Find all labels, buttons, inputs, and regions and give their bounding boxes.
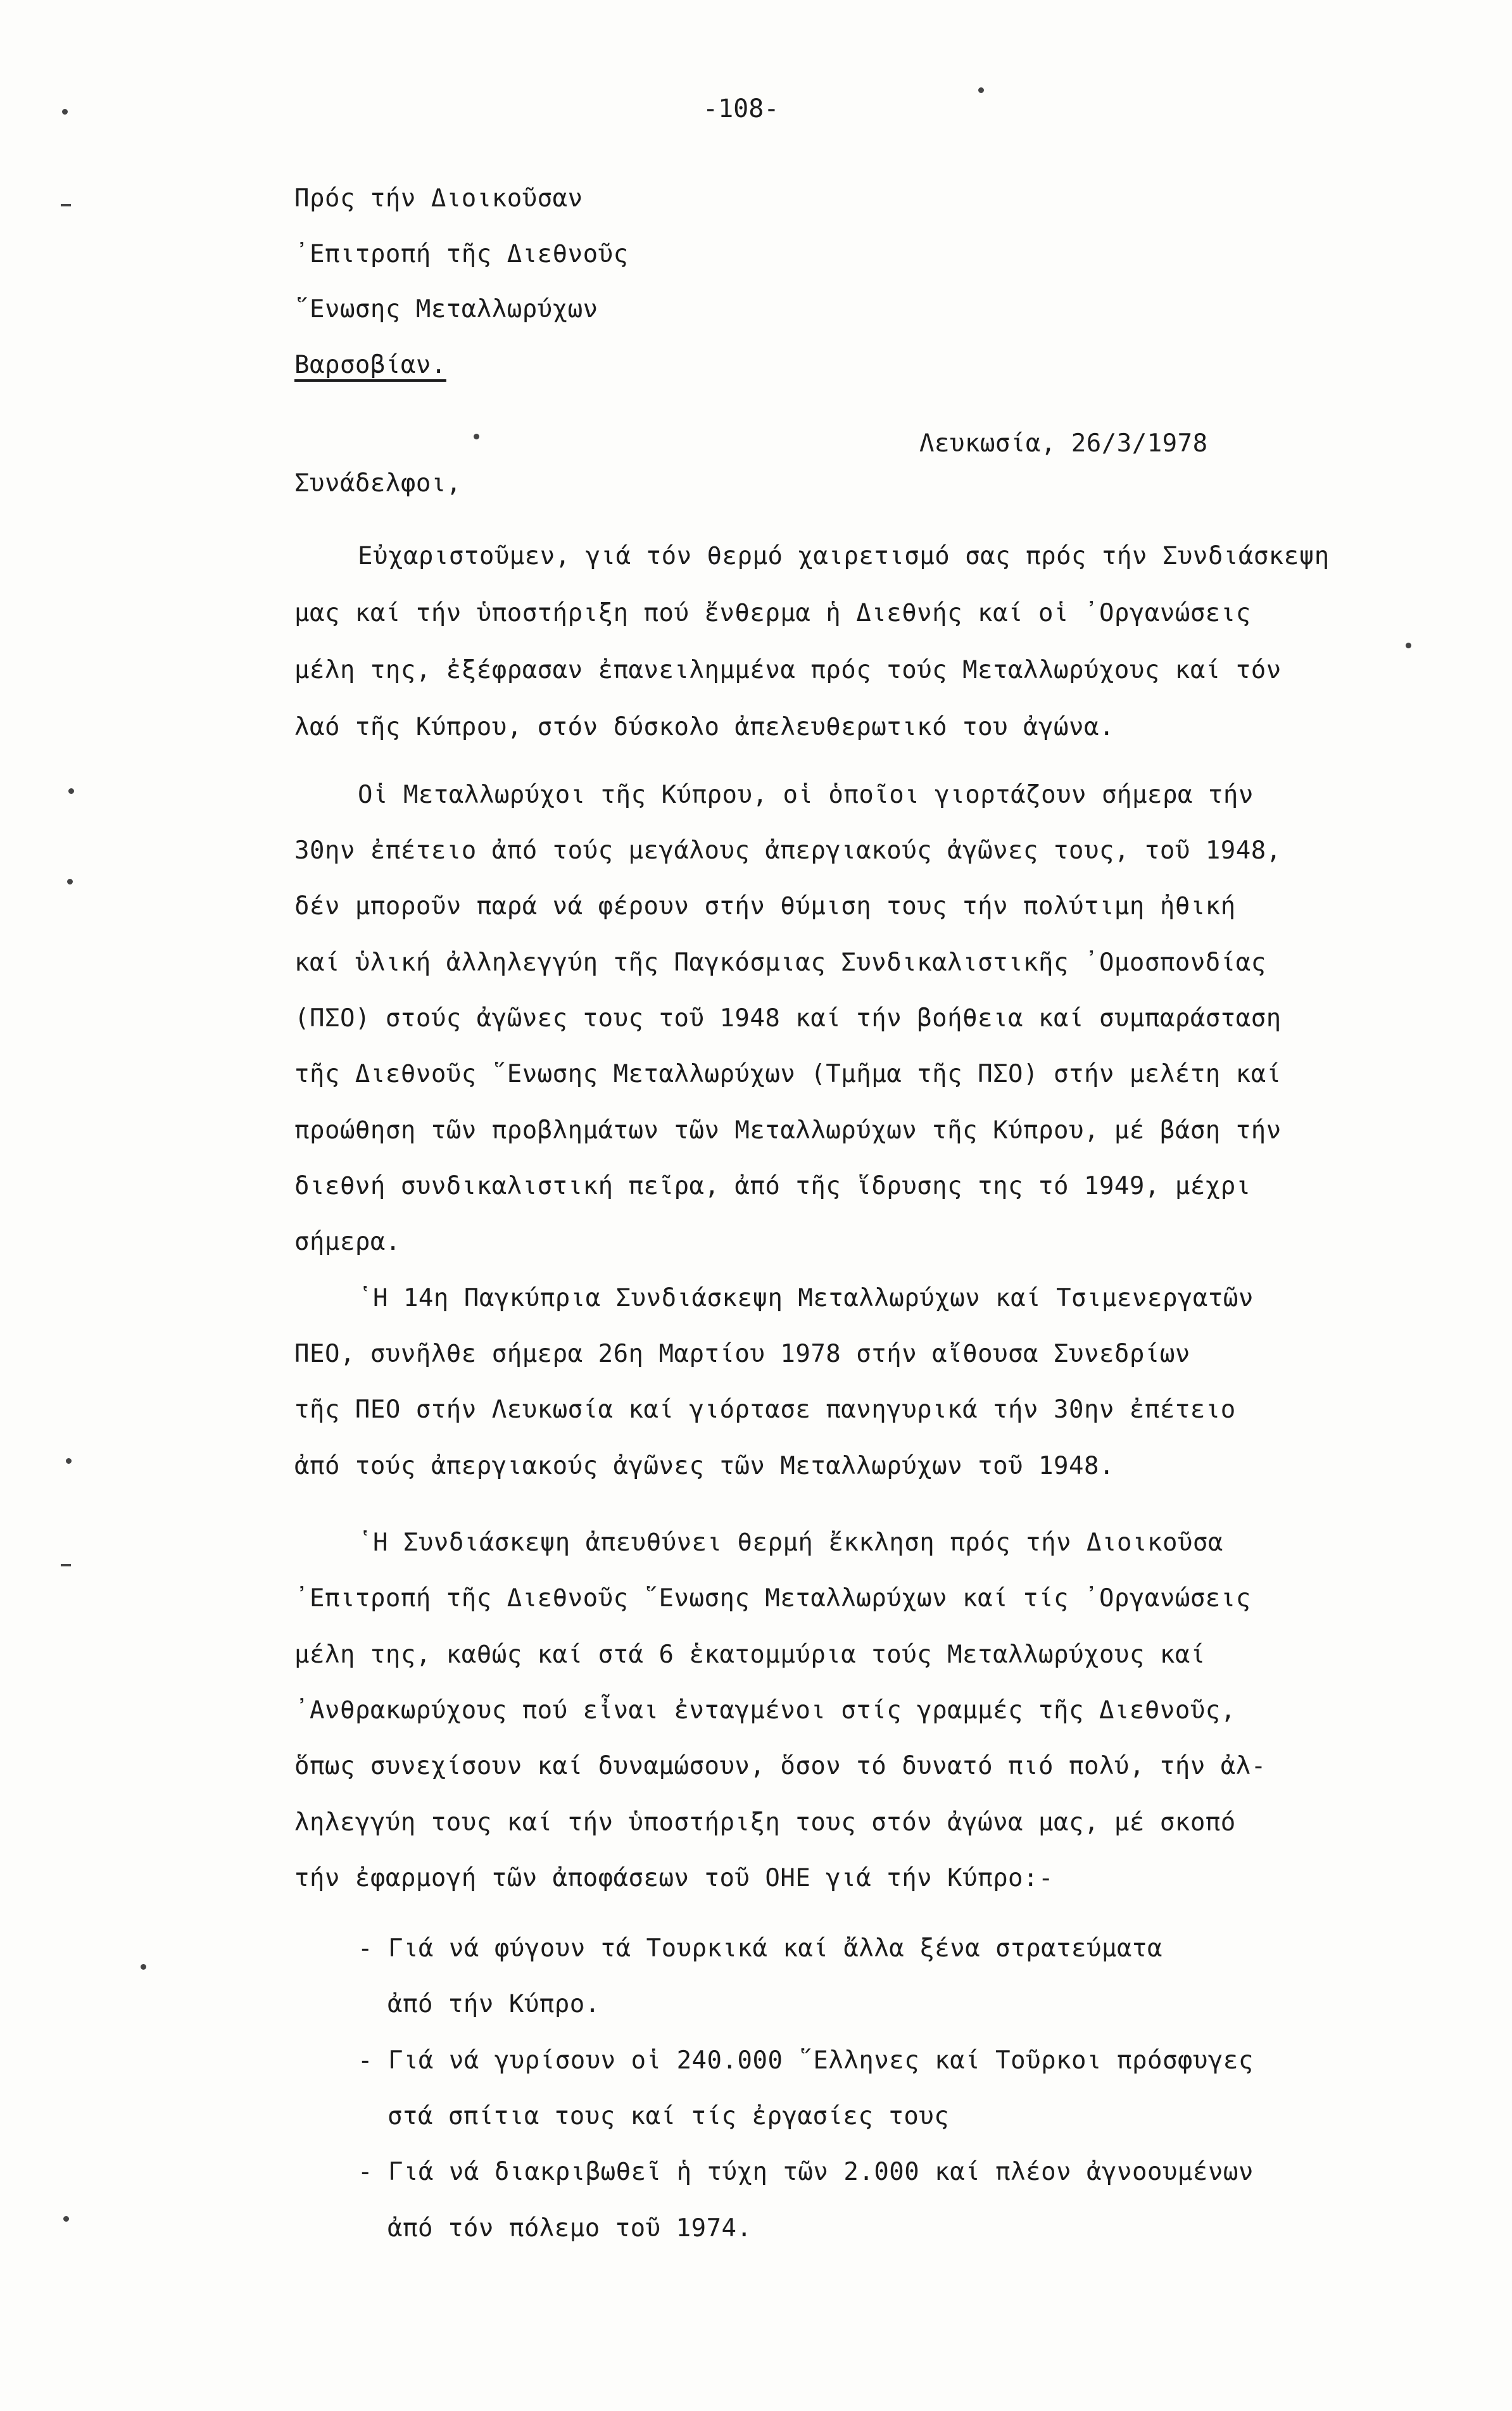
list-item-2-line-1: - Γιά νά γυρίσουν οἱ 240.000 ῞Ελληνες καί Τοῦρκοι πρόσφυγες: [358, 2046, 1254, 2075]
paragraph-3-line: ἀπό τούς ἀπεργιακούς ἀγῶνες τῶν Μεταλλωρύχων τοῦ 1948.: [294, 1452, 1114, 1480]
paragraph-4-line: μέλη της, καθώς καί στά 6 ἑκατομμύρια τούς Μεταλλωρύχους καί: [294, 1640, 1206, 1669]
list-item-2-line-2: στά σπίτια τους καί τίς ἐργασίες τους: [387, 2102, 950, 2131]
paragraph-2-line: προώθηση τῶν προβλημάτων τῶν Μεταλλωρύχων τῆς Κύπρου, μέ βάση τήν: [294, 1116, 1282, 1145]
recipient-line-2: ᾿Επιτροπή τῆς Διεθνοῦς: [294, 240, 629, 268]
paragraph-2-line: (ΠΣΟ) στούς ἀγῶνες τους τοῦ 1948 καί τήν βοήθεια καί συμπαράσταση: [294, 1004, 1282, 1033]
scan-speck: [474, 434, 479, 439]
scan-speck: [62, 109, 68, 115]
paragraph-4-line: τήν ἐφαρμογή τῶν ἀποφάσεων τοῦ ΟΗΕ γιά τήν Κύπρο:-: [294, 1864, 1054, 1892]
paragraph-1-line: μας καί τήν ὑποστήριξη πού ἔνθερμα ἡ Διεθνής καί οἱ ᾿Οργανώσεις: [294, 599, 1251, 627]
scan-speck: [67, 879, 73, 884]
paragraph-4-line: ῾Η Συνδιάσκεψη ἀπευθύνει θερμή ἔκκληση πρός τήν Διοικοῦσα: [358, 1528, 1223, 1557]
scan-speck: [1406, 643, 1411, 648]
scan-speck: [68, 788, 74, 794]
scan-speck: [61, 204, 71, 206]
paragraph-2-line: καί ὑλική ἀλληλεγγύη τῆς Παγκόσμιας Συνδικαλιστικῆς ᾿Ομοσπονδίας: [294, 948, 1266, 977]
paragraph-2-line: σήμερα.: [294, 1228, 401, 1256]
scan-speck: [141, 1964, 146, 1970]
paragraph-4-line: ᾿Επιτροπή τῆς Διεθνοῦς ῞Ενωσης Μεταλλωρύχων καί τίς ᾿Οργανώσεις: [294, 1584, 1251, 1613]
list-item-1-line-1: - Γιά νά φύγουν τά Τουρκικά καί ἄλλα ξένα στρατεύματα: [358, 1934, 1162, 1963]
recipient-city: Βαρσοβίαν.: [294, 351, 446, 379]
paragraph-2-line: διεθνή συνδικαλιστική πεῖρα, ἀπό τῆς ἵδρυσης της τό 1949, μέχρι: [294, 1172, 1251, 1200]
paragraph-4-line: ληλεγγύη τους καί τήν ὑποστήριξη τους στόν ἀγώνα μας, μέ σκοπό: [294, 1808, 1236, 1837]
recipient-line-1: Πρός τήν Διοικοῦσαν: [294, 184, 583, 213]
paragraph-2-line: Οἱ Μεταλλωρύχοι τῆς Κύπρου, οἱ ὁποῖοι γιορτάζουν σήμερα τήν: [358, 781, 1254, 809]
page-number: -108-: [703, 94, 779, 123]
paragraph-3-line: τῆς ΠΕΟ στήν Λευκωσία καί γιόρτασε πανηγυρικά τήν 30ην ἐπέτειο: [294, 1395, 1236, 1424]
recipient-line-3: ῞Ενωσης Μεταλλωρύχων: [294, 295, 598, 324]
paragraph-2-line: 30ην ἐπέτειο ἀπό τούς μεγάλους ἀπεργιακούς ἀγῶνες τους, τοῦ 1948,: [294, 836, 1282, 865]
paragraph-1-line: μέλη της, ἐξέφρασαν ἐπανειλημμένα πρός τούς Μεταλλωρύχους καί τόν: [294, 656, 1282, 684]
list-item-3-line-1: - Γιά νά διακριβωθεῖ ἡ τύχη τῶν 2.000 καί πλέον ἀγνοουμένων: [358, 2158, 1254, 2186]
salutation: Συνάδελφοι,: [294, 469, 462, 498]
scan-speck: [61, 1564, 71, 1566]
list-item-3-line-2: ἀπό τόν πόλεμο τοῦ 1974.: [387, 2214, 752, 2243]
date-line: Λευκωσία, 26/3/1978: [919, 429, 1208, 458]
scan-speck: [978, 87, 984, 93]
paragraph-2-line: δέν μποροῦν παρά νά φέρουν στήν θύμιση τους τήν πολύτιμη ἠθική: [294, 892, 1236, 921]
list-item-1-line-2: ἀπό τήν Κύπρο.: [387, 1990, 600, 2018]
paragraph-4-line: ᾿Ανθρακωρύχους πού εἶναι ἐνταγμένοι στίς γραμμές τῆς Διεθνοῦς,: [294, 1696, 1236, 1725]
paragraph-4-line: ὅπως συνεχίσουν καί δυναμώσουν, ὅσον τό δυνατό πιό πολύ, τήν ἀλ-: [294, 1752, 1266, 1780]
paragraph-1-line: Εὐχαριστοῦμεν, γιά τόν θερμό χαιρετισμό σας πρός τήν Συνδιάσκεψη: [358, 542, 1330, 570]
paragraph-2-line: τῆς Διεθνοῦς ῞Ενωσης Μεταλλωρύχων (Τμῆμα τῆς ΠΣΟ) στήν μελέτη καί: [294, 1060, 1282, 1088]
paragraph-3-line: ῾Η 14η Παγκύπρια Συνδιάσκεψη Μεταλλωρύχων καί Τσιμενεργατῶν: [358, 1284, 1254, 1313]
paragraph-1-line: λαό τῆς Κύπρου, στόν δύσκολο ἀπελευθερωτικό του ἀγώνα.: [294, 713, 1114, 741]
paragraph-3-line: ΠΕΟ, συνῆλθε σήμερα 26η Μαρτίου 1978 στήν αἴθουσα Συνεδρίων: [294, 1340, 1190, 1368]
scan-speck: [63, 2216, 69, 2222]
scan-speck: [66, 1458, 72, 1464]
